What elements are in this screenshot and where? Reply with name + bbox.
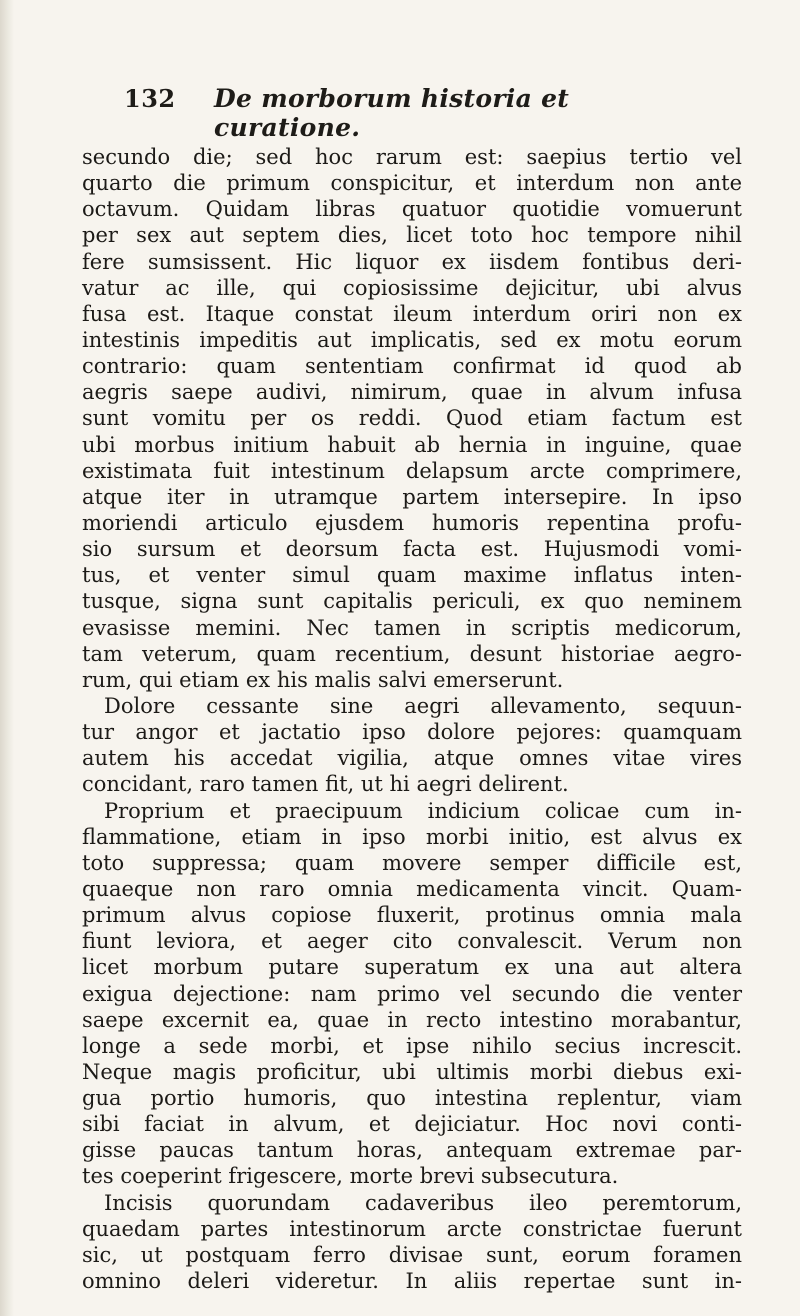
- text-line: intestinis impeditis aut implicatis, sed ex motu eorum: [82, 327, 742, 352]
- text-line: exigua dejectione: nam primo vel secundo die venter: [82, 981, 742, 1006]
- text-line: rum, qui etiam ex his malis salvi emerserunt.: [82, 667, 564, 692]
- text-line: Dolore cessante sine aegri allevamento, sequun-: [104, 693, 742, 718]
- text-line: toto suppressa; quam movere semper difficile est,: [82, 850, 742, 875]
- text-line: Proprium et praecipuum indicium colicae cum in-: [104, 798, 742, 823]
- text-line: flammatione, etiam in ipso morbi initio, est alvus ex: [82, 824, 742, 849]
- text-line: sic, ut postquam ferro divisae sunt, eorum foramen: [82, 1242, 742, 1267]
- text-line: sunt vomitu per os reddi. Quod etiam factum est: [82, 406, 742, 431]
- text-line: autem his accedat vigilia, atque omnes vitae vires: [82, 746, 742, 771]
- text-line: fere sumsissent. Hic liquor ex iisdem fontibus deri-: [82, 249, 742, 274]
- page-number: 132: [124, 84, 176, 113]
- text-line: evasisse memini. Nec tamen in scriptis medicorum,: [82, 615, 742, 640]
- text-line: Neque magis proficitur, ubi ultimis morbi diebus exi-: [82, 1059, 742, 1084]
- text-line: aegris saepe audivi, nimirum, quae in alvum infusa: [82, 380, 742, 405]
- text-line: omnino deleri videretur. In aliis repertae sunt in-: [82, 1269, 742, 1294]
- text-line: octavum. Quidam libras quatuor quotidie vomuerunt: [82, 197, 742, 222]
- text-line: quarto die primum conspicitur, et interdum non ante: [82, 171, 742, 196]
- text-line: fusa est. Itaque constat ileum interdum oriri non ex: [82, 301, 742, 326]
- text-line: gisse paucas tantum horas, antequam extremae par-: [82, 1138, 742, 1163]
- text-line: fiunt leviora, et aeger cito convalescit. Verum non: [82, 929, 742, 954]
- text-line: gua portio humoris, quo intestina replentur, viam: [82, 1086, 742, 1111]
- running-title: De morborum historia et curatione.: [214, 84, 570, 142]
- text-line: secundo die; sed hoc rarum est: saepius tertio vel: [82, 145, 742, 169]
- running-header: [124, 84, 724, 142]
- text-line: quaedam partes intestinorum arcte constrictae fuerunt: [82, 1216, 742, 1241]
- text-line: tus, et venter simul quam maxime inflatus inten-: [82, 563, 742, 588]
- text-line: tusque, signa sunt capitalis periculi, ex quo neminem: [82, 589, 742, 614]
- text-line: sio sursum et deorsum facta est. Hujusmodi vomi-: [82, 537, 742, 562]
- text-line: atque iter in utramque partem intersepire. In ipso: [82, 484, 742, 509]
- text-line: tes coeperint frigescere, morte brevi subsecutura.: [82, 1164, 619, 1189]
- text-line: concidant, raro tamen fit, ut hi aegri delirent.: [82, 772, 569, 797]
- text-line: tur angor et jactatio ipso dolore pejores: quamquam: [82, 720, 742, 745]
- text-line: sibi faciat in alvum, et dejiciatur. Hoc novi conti-: [82, 1112, 742, 1137]
- text-line: quaeque non raro omnia medicamenta vincit. Quam-: [82, 876, 742, 901]
- text-line: moriendi articulo ejusdem humoris repentina profu-: [82, 510, 742, 535]
- text-line: vatur ac ille, qui copiosissime dejicitur, ubi alvus: [82, 275, 742, 300]
- page-gutter-shadow: [0, 0, 14, 1316]
- text-line: saepe excernit ea, quae in recto intestino morabantur,: [82, 1007, 742, 1032]
- text-line: longe a sede morbi, et ipse nihilo secius increscit.: [82, 1033, 742, 1058]
- text-line: tam veterum, quam recentium, desunt historiae aegro-: [82, 641, 742, 666]
- text-line: existimata fuit intestinum delapsum arcte comprimere,: [82, 458, 742, 483]
- text-line: primum alvus copiose fluxerit, protinus omnia mala: [82, 903, 742, 928]
- text-line: per sex aut septem dies, licet toto hoc tempore nihil: [82, 223, 742, 248]
- body-text: [82, 144, 742, 1294]
- text-line: ubi morbus initium habuit ab hernia in inguine, quae: [82, 432, 742, 457]
- text-line: licet morbum putare superatum ex una aut altera: [82, 955, 742, 980]
- text-line: Incisis quorundam cadaveribus ileo peremtorum,: [104, 1190, 742, 1215]
- text-line: contrario: quam sententiam confirmat id quod ab: [82, 354, 742, 379]
